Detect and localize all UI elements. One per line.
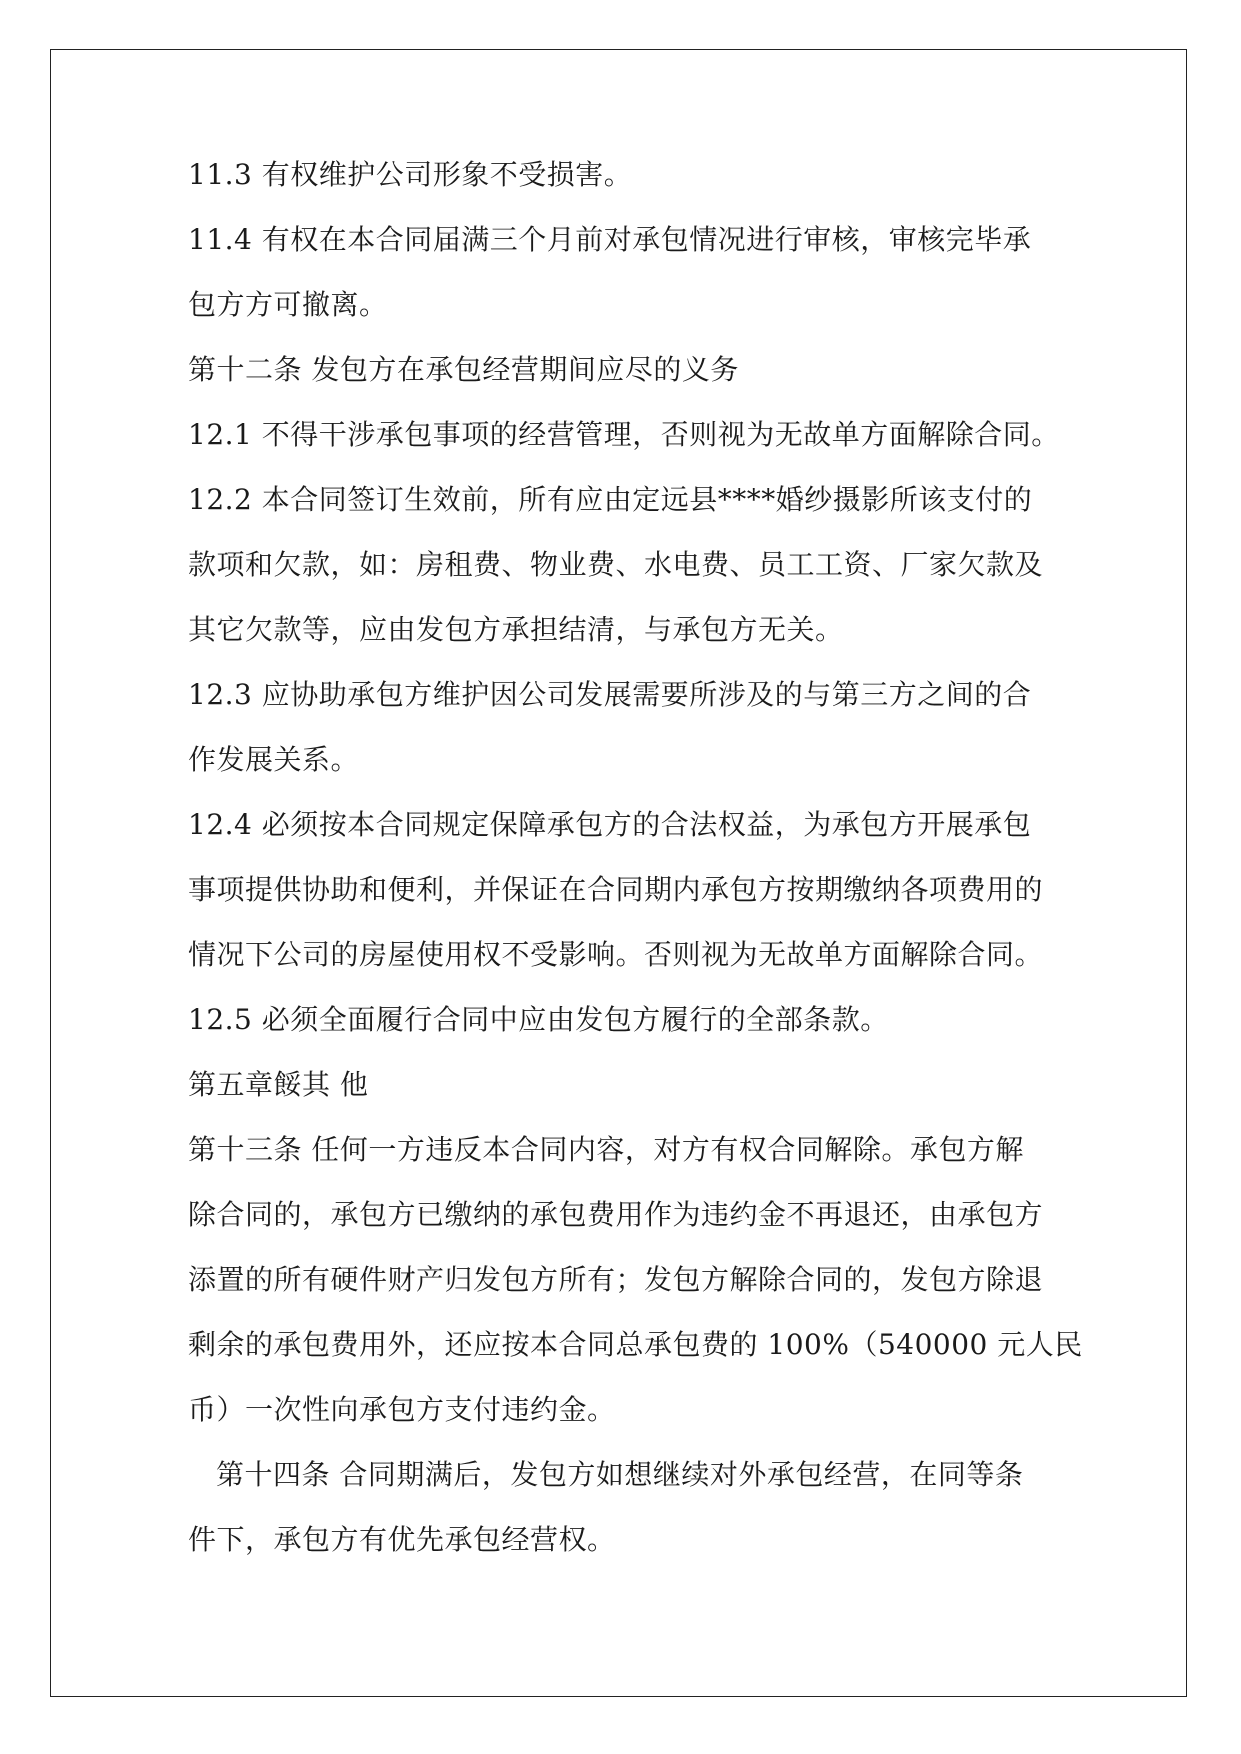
article-13-cont-4: 币）一次性向承包方支付违约金。 — [188, 1393, 616, 1426]
clause-12-4-cont-1: 事项提供协助和便利，并保证在合同期内承包方按期缴纳各项费用的 — [188, 873, 1044, 906]
clause-12-2-cont-1: 款项和欠款，如：房租费、物业费、水电费、员工工资、厂家欠款及 — [188, 548, 1044, 581]
article-13-cont-1: 除合同的，承包方已缴纳的承包费用作为违约金不再退还，由承包方 — [188, 1198, 1044, 1231]
clause-11-4-cont: 包方方可撤离。 — [188, 288, 388, 321]
article-13: 第十三条 任何一方违反本合同内容，对方有权合同解除。承包方解 — [188, 1133, 1024, 1166]
article-12-heading: 第十二条 发包方在承包经营期间应尽的义务 — [188, 353, 739, 386]
article-14-cont: 件下，承包方有优先承包经营权。 — [188, 1523, 616, 1556]
clause-12-3: 12.3 应协助承包方维护因公司发展需要所涉及的与第三方之间的合 — [188, 678, 1032, 711]
clause-12-3-cont: 作发展关系。 — [188, 743, 360, 776]
clause-12-2: 12.2 本合同签订生效前，所有应由定远县****婚纱摄影所该支付的 — [188, 483, 1033, 516]
clause-11-4: 11.4 有权在本合同届满三个月前对承包情况进行审核，审核完毕承 — [188, 223, 1032, 256]
clause-12-5: 12.5 必须全面履行合同中应由发包方履行的全部条款。 — [188, 1003, 889, 1036]
article-13-cont-3: 剩余的承包费用外，还应按本合同总承包费的 100%（540000 元人民 — [188, 1328, 1083, 1361]
article-14: 第十四条 合同期满后，发包方如想继续对外承包经营，在同等条 — [216, 1458, 1024, 1491]
clause-12-4-cont-2: 情况下公司的房屋使用权不受影响。否则视为无故单方面解除合同。 — [188, 938, 1044, 971]
clause-12-1: 12.1 不得干涉承包事项的经营管理，否则视为无故单方面解除合同。 — [188, 418, 1060, 451]
article-13-cont-2: 添置的所有硬件财产归发包方所有；发包方解除合同的，发包方除退 — [188, 1263, 1044, 1296]
clause-12-2-cont-2: 其它欠款等，应由发包方承担结清，与承包方无关。 — [188, 613, 844, 646]
chapter-5-heading: 第五章餒其 他 — [188, 1068, 369, 1101]
clause-12-4: 12.4 必须按本合同规定保障承包方的合法权益，为承包方开展承包 — [188, 808, 1032, 841]
clause-11-3: 11.3 有权维护公司形象不受损害。 — [188, 158, 633, 191]
